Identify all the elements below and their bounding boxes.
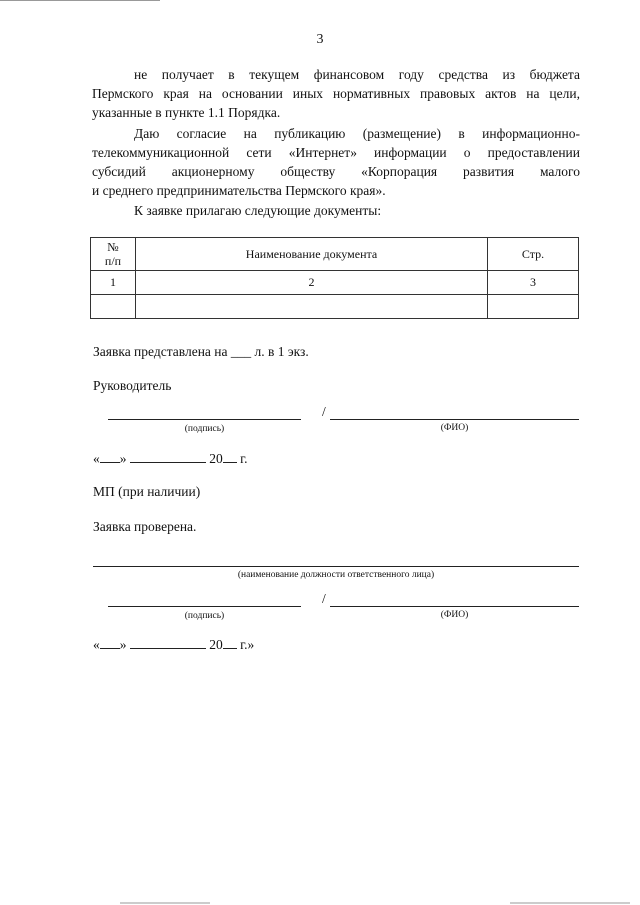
submitted-line: Заявка представлена на ___ л. в 1 экз.	[93, 344, 309, 359]
paragraph-2	[92, 124, 580, 200]
fio-caption: (ФИО)	[440, 423, 469, 433]
paragraph-3	[92, 201, 580, 220]
year-blank	[223, 450, 237, 463]
row-num-2: 2	[136, 271, 488, 295]
table-row	[91, 271, 579, 295]
fio-caption-2: (ФИО)	[440, 610, 469, 620]
slash: /	[322, 404, 326, 419]
signature-line	[108, 419, 301, 420]
date-line-1	[93, 450, 248, 467]
header-name: Наименование документа	[136, 238, 488, 271]
header-page: Стр.	[488, 238, 579, 271]
p1-line-2: Пермского края на основании иных нормативных правовых актов на цели,	[92, 86, 580, 101]
p3-line: К заявке прилагаю следующие документы:	[134, 203, 382, 218]
p2-line-3: субсидий акционерному обществу «Корпорация развития малого	[92, 164, 580, 179]
table-row-empty	[91, 295, 579, 319]
year-suffix-2: г.»	[240, 637, 255, 652]
year-blank-2	[223, 636, 237, 649]
header-num-pp: п/п	[104, 254, 122, 268]
table-header-row	[91, 238, 579, 271]
stamp-label: МП (при наличии)	[93, 484, 201, 499]
empty-cell	[488, 295, 579, 319]
scan-edge-line	[0, 0, 160, 1]
fio-line-2	[330, 606, 579, 607]
quote-open: «	[93, 451, 100, 466]
p2-line-1: Даю согласие на публикацию (размещение) в информационно-	[134, 126, 580, 141]
p1-line-1: не получает в текущем финансовом году средства из бюджета	[134, 67, 580, 82]
p2-line-2: телекоммуникационной сети «Интернет» информации о предоставлении	[92, 145, 580, 160]
quote-open-2: «	[93, 637, 100, 652]
quote-close-2: »	[119, 637, 127, 652]
paragraph-1	[92, 65, 580, 122]
row-num-1: 1	[91, 271, 136, 295]
position-caption: (наименование должности ответственного лица)	[237, 570, 435, 580]
slash-2: /	[322, 591, 326, 606]
month-blank-2	[130, 636, 206, 649]
day-blank-2	[100, 636, 120, 649]
year-prefix-2: 20	[209, 637, 223, 652]
signature-caption: (подпись)	[184, 424, 225, 434]
fio-line	[330, 419, 579, 420]
page-number: 3	[316, 32, 324, 47]
p1-line-3: указанные в пункте 1.1 Порядка.	[92, 105, 281, 120]
empty-cell	[91, 295, 136, 319]
year-prefix: 20	[209, 451, 223, 466]
signature-line-2	[108, 606, 301, 607]
month-blank	[130, 450, 206, 463]
quote-close: »	[119, 451, 127, 466]
empty-cell	[136, 295, 488, 319]
year-suffix: г.	[240, 451, 248, 466]
position-line	[93, 566, 579, 567]
checked-label: Заявка проверена.	[93, 519, 197, 534]
documents-table	[90, 237, 579, 319]
row-num-3: 3	[488, 271, 579, 295]
p2-line-4: и среднего предпринимательства Пермского края».	[92, 183, 386, 198]
head-label: Руководитель	[93, 378, 172, 393]
date-line-2	[93, 636, 254, 653]
day-blank	[100, 450, 120, 463]
scan-artifact	[510, 902, 630, 904]
scan-artifact	[120, 902, 210, 904]
header-num-sign: №	[107, 240, 119, 254]
header-num	[91, 238, 136, 271]
signature-caption-2: (подпись)	[184, 611, 225, 621]
